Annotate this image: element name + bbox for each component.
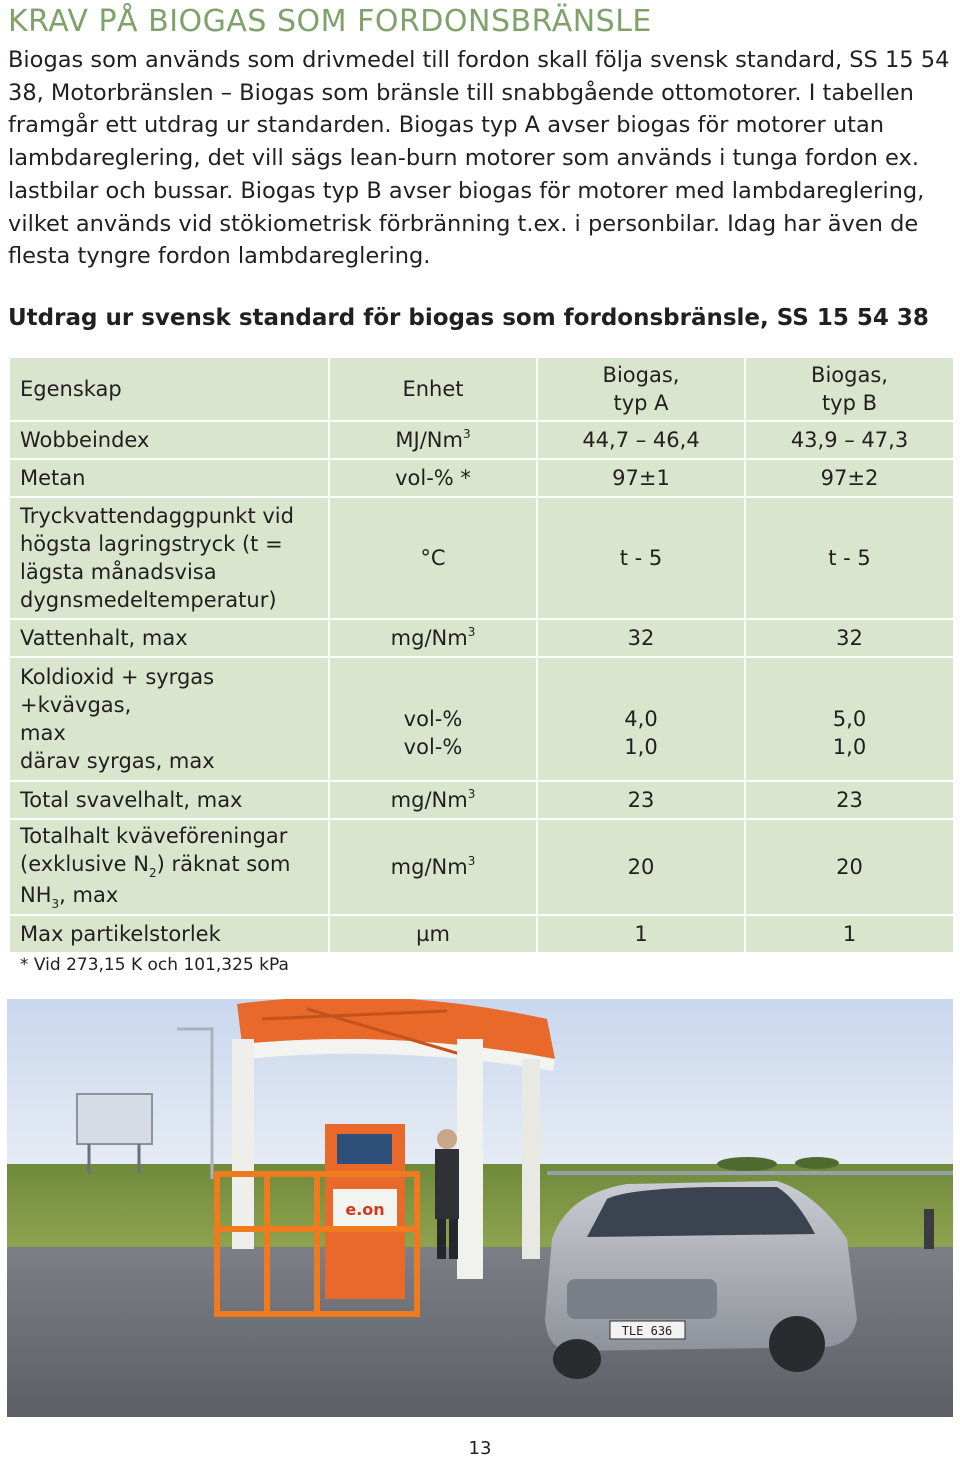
cell-property: Total svavelhalt, max xyxy=(9,781,329,819)
cell-unit: vol-% vol-% xyxy=(329,657,537,781)
cell-property: Max partikelstorlek xyxy=(9,915,329,953)
cell-type-a: 97±1 xyxy=(537,459,745,497)
cell-type-b: t - 5 xyxy=(745,497,954,619)
header-type-a: Biogas, typ A xyxy=(537,357,745,421)
fuel-dispenser xyxy=(325,1124,405,1299)
pillar xyxy=(232,1039,254,1249)
cell-type-a: 32 xyxy=(537,619,745,657)
cell-property: Totalhalt kväveföreningar (exklusive $N_2$) räknat som $NH_3$, max xyxy=(9,819,329,915)
cell-type-b: 23 xyxy=(745,781,954,819)
intro-text: Biogas som används som drivmedel till fordon skall följa svensk standard, SS 15 54 38, Motorbränslen – Biogas som bränsle till snabbgående ottomotorer. I tabellen framgår ett utdrag ur standarden. Biogas typ A avser biogas för motorer utan lambdareglering, det vill sägs lean-burn motorer som används i tunga fordon ex. lastbilar och bussar. Biogas typ B avser biogas för motorer med lambdareglering, vilket används vid stökiometrisk förbränning t.ex. i personbilar. Idag har även de flesta tyngre fordon lambdareglering. xyxy=(8,47,950,270)
cell-property: Tryckvattendaggpunkt vid högsta lagringstryck (t = lägsta månadsvisa dygnsmedeltemperatur) xyxy=(9,497,329,619)
table-row xyxy=(9,421,954,459)
cell-property: Koldioxid + syrgas +kvävgas, max därav syrgas, max xyxy=(9,657,329,781)
pillar xyxy=(457,1039,483,1279)
table-header-row xyxy=(9,357,954,421)
cell-unit: MJ/Nm$^3$ xyxy=(329,421,537,459)
header-unit: Enhet xyxy=(329,357,537,421)
cell-unit: mg/Nm$^3$ xyxy=(329,619,537,657)
cell-type-b: 1 xyxy=(745,915,954,953)
table-row xyxy=(9,915,954,953)
cell-property: Wobbeindex xyxy=(9,421,329,459)
table-row xyxy=(9,781,954,819)
cell-type-a: t - 5 xyxy=(537,497,745,619)
page-number: 13 xyxy=(468,1438,492,1459)
footnote: * Vid 273,15 K och 101,325 kPa xyxy=(20,955,289,975)
table-row xyxy=(9,819,954,915)
cell-unit: vol-% * xyxy=(329,459,537,497)
cell-type-a: 44,7 – 46,4 xyxy=(537,421,745,459)
page-heading: KRAV PÅ BIOGAS SOM FORDONSBRÄNSLE xyxy=(8,4,652,39)
cell-unit: mg/Nm$^3$ xyxy=(329,819,537,915)
cell-type-a: 23 xyxy=(537,781,745,819)
cell-type-a: 1 xyxy=(537,915,745,953)
cell-unit: °C xyxy=(329,497,537,619)
header-property: Egenskap xyxy=(9,357,329,421)
cell-type-b: 20 xyxy=(745,819,954,915)
cell-type-b: 5,0 1,0 xyxy=(745,657,954,781)
header-type-b: Biogas, typ B xyxy=(745,357,954,421)
pump-logo: e.on xyxy=(345,1200,385,1219)
cell-unit: µm xyxy=(329,915,537,953)
cell-property: Vattenhalt, max xyxy=(9,619,329,657)
table-row xyxy=(9,619,954,657)
cell-type-b: 32 xyxy=(745,619,954,657)
table-title: Utdrag ur svensk standard för biogas som fordonsbränsle, SS 15 54 38 xyxy=(8,305,929,331)
cell-unit: mg/Nm$^3$ xyxy=(329,781,537,819)
pillar xyxy=(522,1059,540,1259)
table-row xyxy=(9,459,954,497)
cell-type-b: 43,9 – 47,3 xyxy=(745,421,954,459)
table-row xyxy=(9,497,954,619)
cell-type-a: 20 xyxy=(537,819,745,915)
cell-type-b: 97±2 xyxy=(745,459,954,497)
table-row xyxy=(9,657,954,781)
license-plate: TLE 636 xyxy=(621,1324,673,1338)
cell-type-a: 4,0 1,0 xyxy=(537,657,745,781)
biogas-station-photo xyxy=(7,999,953,1417)
intro-paragraph xyxy=(8,44,956,273)
cell-property: Metan xyxy=(9,459,329,497)
standard-table xyxy=(8,356,955,954)
